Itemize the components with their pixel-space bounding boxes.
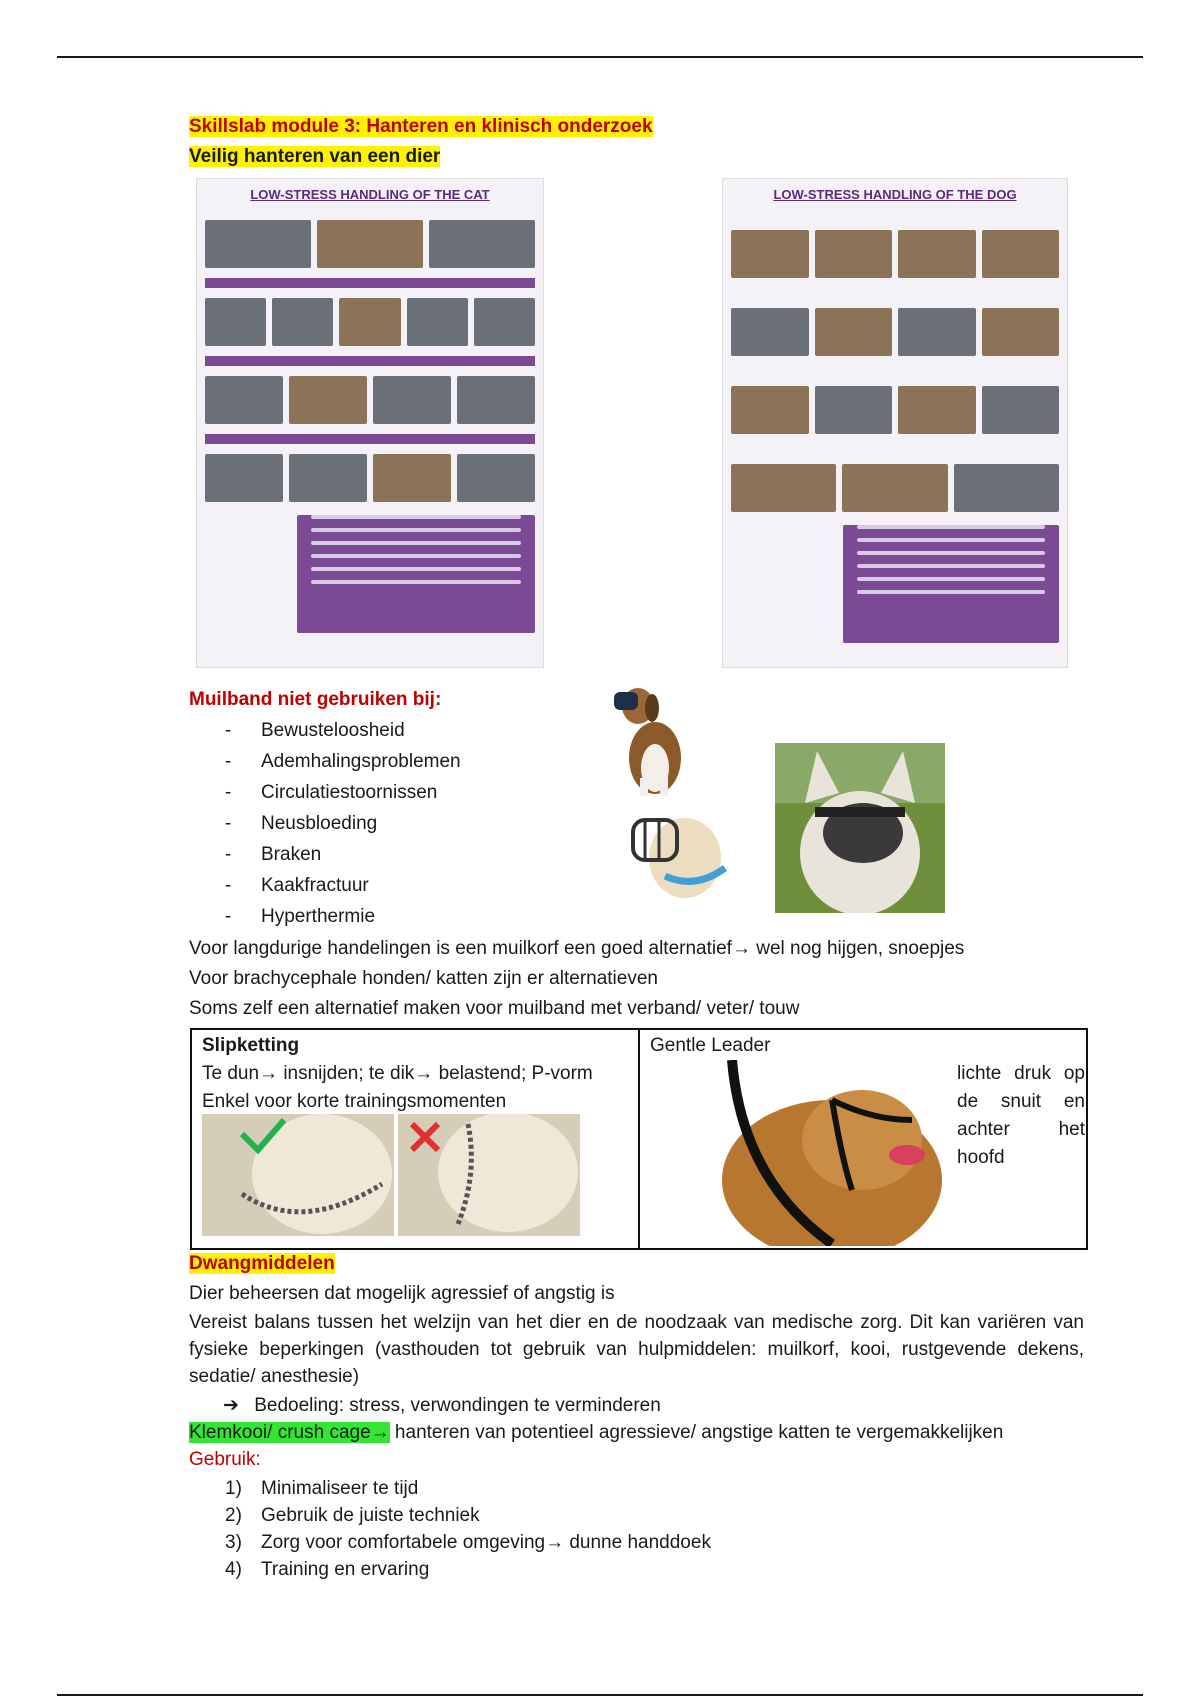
leash-comparison-table	[190, 1028, 1088, 1250]
french-bulldog-muzzle-image	[775, 743, 945, 913]
slipketting-cell	[202, 1032, 627, 1116]
top-rule	[57, 56, 1143, 58]
gebruik-list	[189, 1475, 1084, 1583]
list-item: - Neusbloeding	[189, 808, 629, 839]
note-line: Voor langdurige handelingen is een muilkorf een goed alternatief→ wel nog hijgen, snoepjes	[189, 938, 965, 959]
gentle-leader-text: lichte druk op de snuit en achter het hoofd	[957, 1063, 1085, 1168]
list-item: - Braken	[189, 839, 629, 870]
document-body	[189, 113, 1089, 173]
list-item: - Ademhalingsproblemen	[189, 746, 629, 777]
note-line: Soms zelf een alternatief maken voor muilband met verband/ veter/ touw	[189, 998, 800, 1019]
slipketting-line: Enkel voor korte trainingsmomenten	[202, 1091, 507, 1112]
list-item: 3) Zorg voor comfortabele omgeving→ dunne handdoek	[225, 1532, 711, 1553]
dwang-line: Dier beheersen dat mogelijk agressief of angstig is	[189, 1283, 615, 1304]
muilband-notes	[189, 934, 1089, 1024]
list-item: 4) Training en ervaring	[225, 1559, 430, 1580]
muilband-section	[189, 685, 629, 932]
doc-subtitle: Veilig hanteren van een dier	[189, 146, 441, 167]
cat-handling-poster	[196, 178, 544, 668]
list-item: 2) Gebruik de juiste techniek	[225, 1505, 480, 1526]
arrow-icon: ➔	[223, 1395, 239, 1416]
dog-poster-title: LOW-STRESS HANDLING OF THE DOG	[773, 187, 1017, 202]
note-line: Voor brachycephale honden/ katten zijn er alternatieven	[189, 968, 658, 989]
slipketting-title: Slipketting	[202, 1035, 300, 1056]
gentle-leader-title: Gentle Leader	[650, 1035, 771, 1056]
gentle-leader-cell	[650, 1032, 1080, 1060]
gentle-leader-image	[682, 1060, 950, 1246]
dwang-paragraph: Vereist balans tussen het welzijn van het dier en de noodzaak van medische zorg. Dit kan variëren van fysieke beperkingen (vasthouden tot gebruik van hulpmiddelen: muilkorf, kooi, rustgevende dekens, sedatie/ anesthesie)	[189, 1312, 1084, 1387]
dwang-heading: Dwangmiddelen	[189, 1253, 335, 1274]
list-item: - Circulatiestoornissen	[189, 777, 629, 808]
slipketting-line: Te dun→ insnijden; te dik→ belastend; P-vorm	[202, 1063, 593, 1084]
muilband-list	[189, 715, 629, 932]
list-item: - Bewusteloosheid	[189, 715, 629, 746]
dwang-arrow-line: ➔ Bedoeling: stress, verwondingen te verminderen	[223, 1395, 661, 1416]
list-item: 1) Minimaliseer te tijd	[225, 1478, 419, 1499]
cat-poster-title: LOW-STRESS HANDLING OF THE CAT	[250, 187, 490, 202]
bottom-rule	[57, 1694, 1143, 1696]
klemkooi-line: Klemkooi/ crush cage→ hanteren van potentieel agressieve/ angstige katten te vergemakkelijken	[189, 1422, 1004, 1443]
list-item: - Hyperthermie	[189, 901, 629, 932]
muilband-heading: Muilband niet gebruiken bij:	[189, 689, 442, 710]
slipketting-wrong-image	[398, 1114, 580, 1236]
dwang-section	[189, 1249, 1084, 1583]
gebruik-heading: Gebruik:	[189, 1449, 261, 1470]
list-item: - Kaakfractuur	[189, 870, 629, 901]
dog-handling-poster	[722, 178, 1068, 668]
doc-title: Skillslab module 3: Hanteren en klinisch onderzoek	[189, 116, 653, 137]
basket-muzzle-image	[625, 798, 730, 910]
beagle-muzzle-image	[600, 668, 700, 798]
slipketting-correct-image	[202, 1114, 394, 1236]
